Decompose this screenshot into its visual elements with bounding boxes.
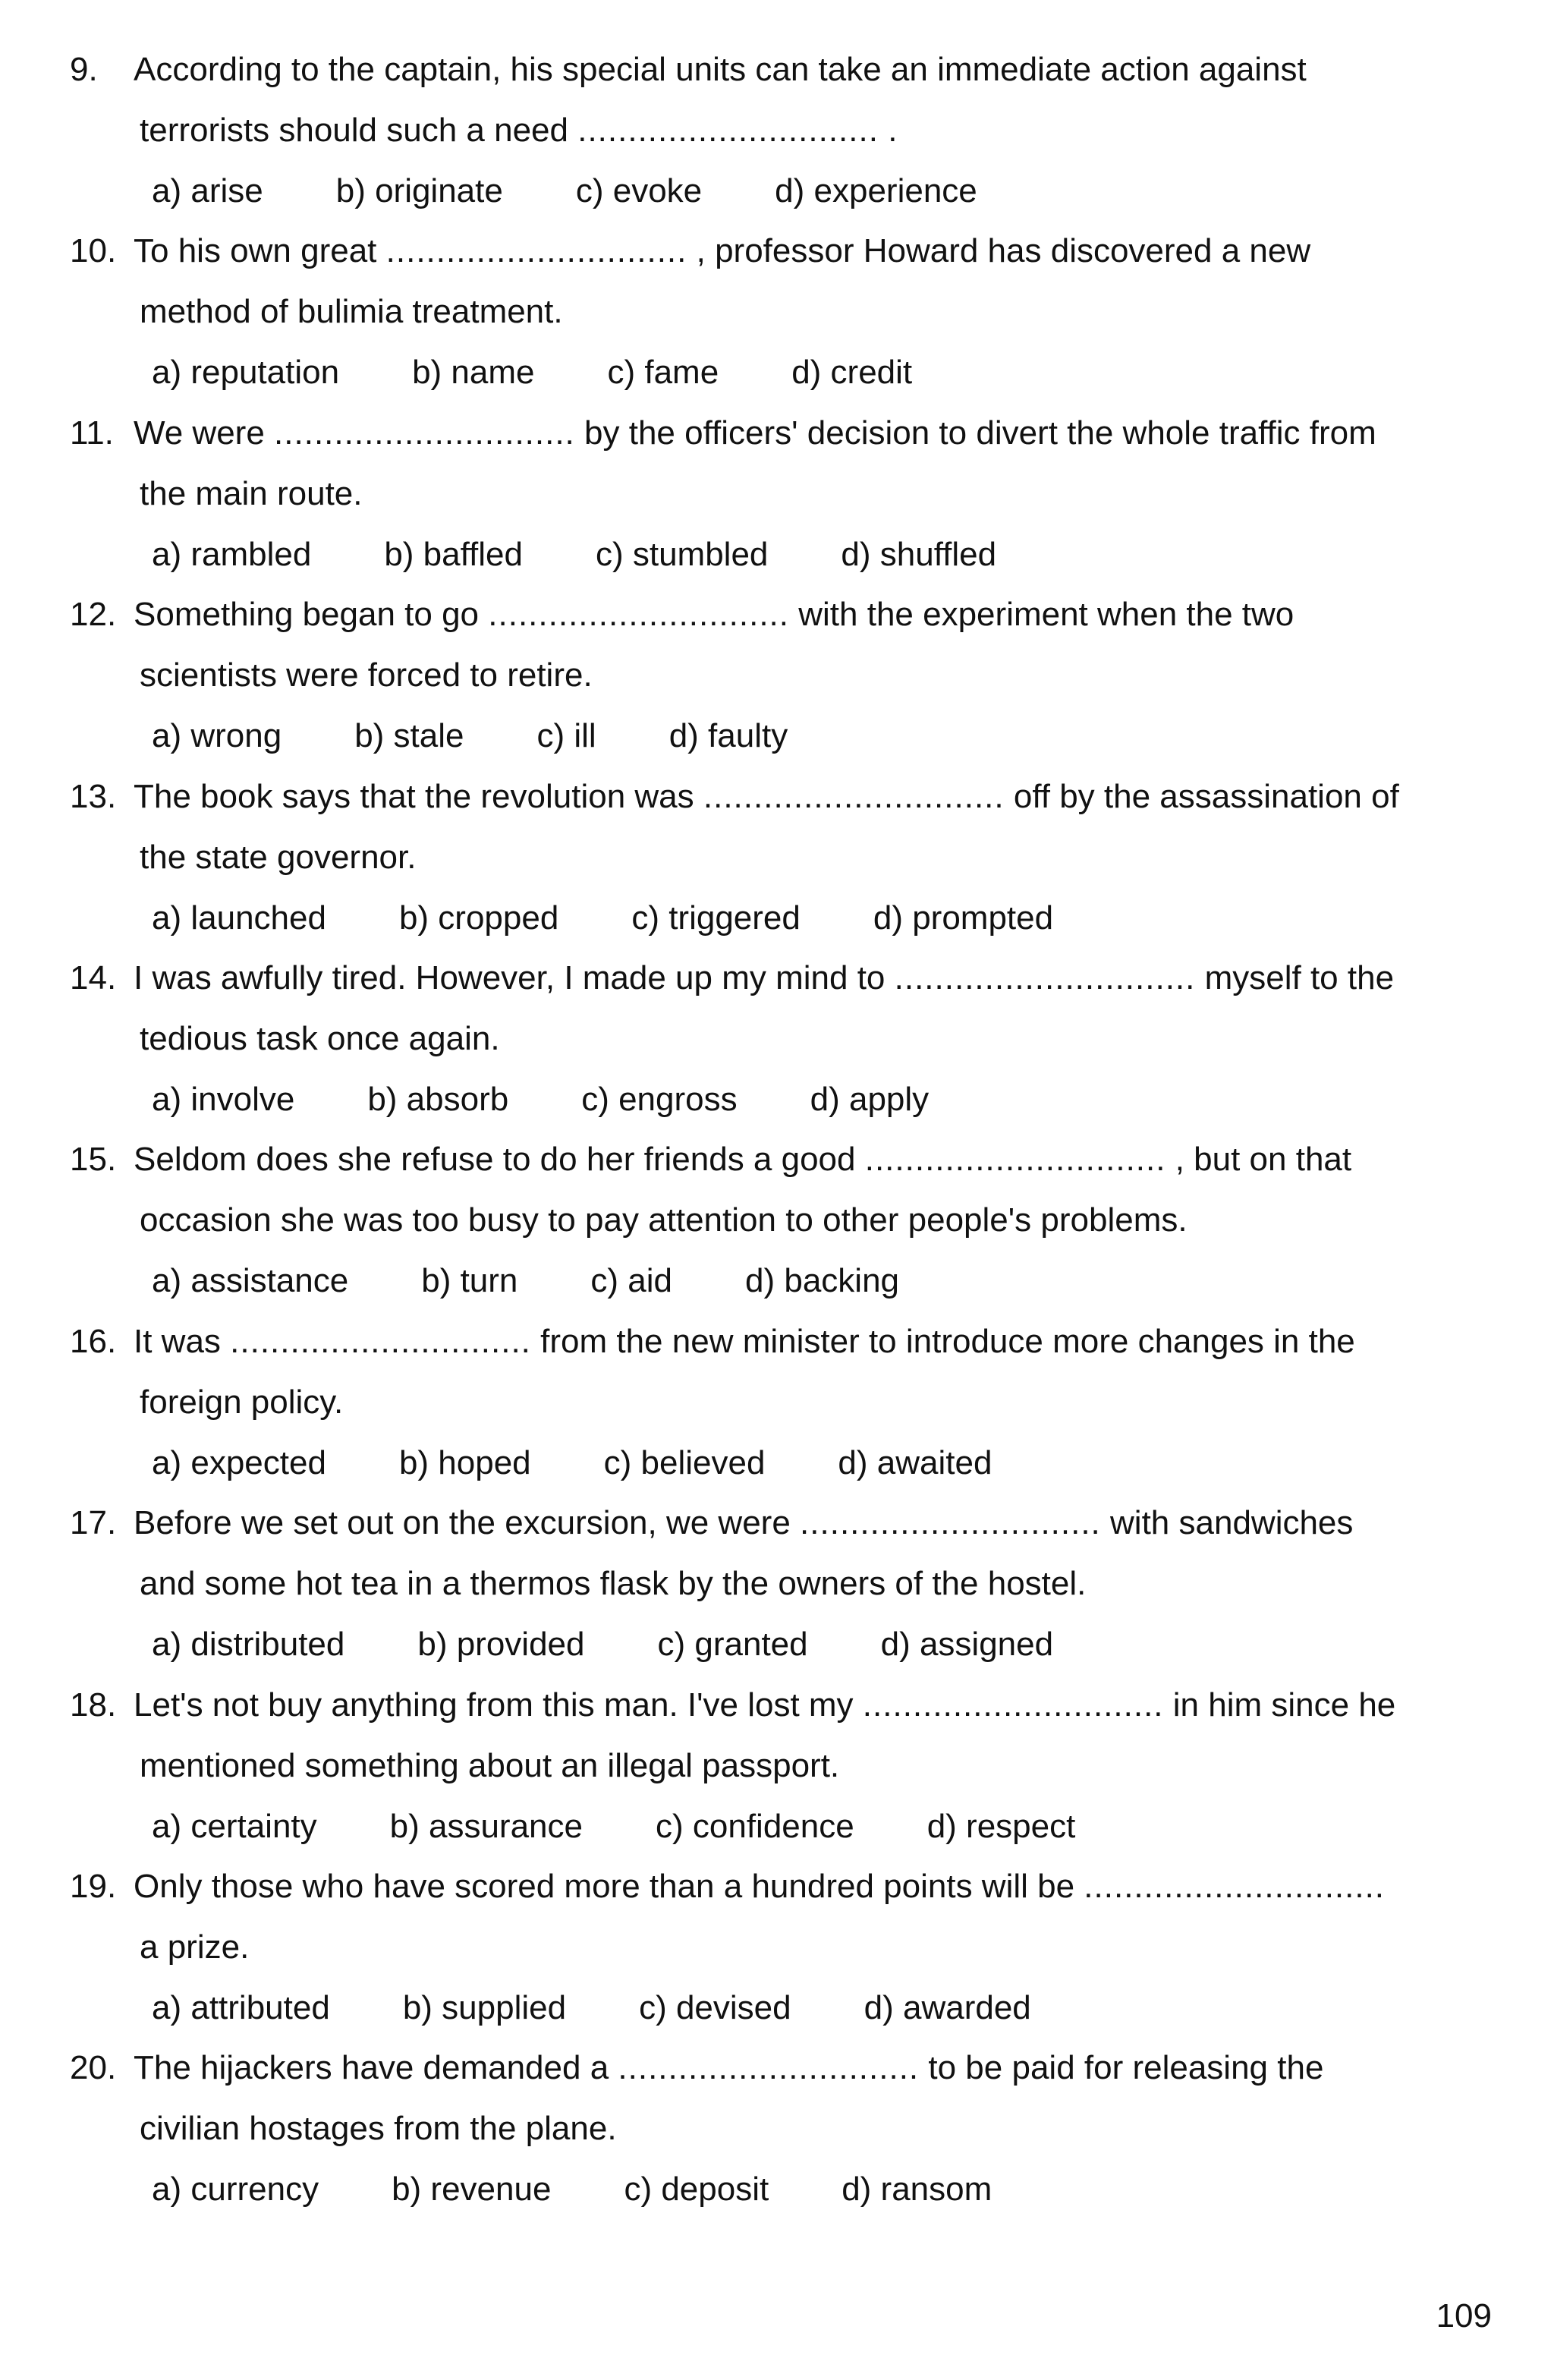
question-item	[70, 2042, 1512, 2224]
answer-option: b) assurance	[389, 1807, 583, 1845]
question-number: 13.	[70, 777, 117, 815]
question-text: I was awfully tired. However, I made up my mind to	[134, 959, 886, 996]
answer-option: b) hoped	[398, 1443, 531, 1481]
answer-option: c) devised	[639, 1988, 791, 2026]
answer-blank: ..............................	[577, 112, 879, 149]
question-text: off by the assassination of	[1013, 777, 1399, 815]
answer-option: b) baffled	[384, 535, 523, 573]
answer-blank: ..............................	[703, 777, 1005, 815]
question-line-1	[70, 2048, 1323, 2088]
answer-option: a) expected	[152, 1443, 326, 1481]
answer-option: b) provided	[417, 1626, 585, 1664]
answer-blank: ..............................	[274, 414, 575, 452]
question-number: 11.	[70, 414, 114, 452]
answer-option: d) experience	[775, 172, 977, 209]
question-text: Something began to go	[134, 596, 480, 634]
question-text: tedious task once again.	[140, 1019, 500, 1057]
question-number: 16.	[70, 1322, 117, 1360]
question-line-2	[140, 1383, 343, 1422]
question-line-1	[70, 1322, 1355, 1362]
question-line-2	[140, 1201, 1188, 1240]
question-line-2	[140, 1746, 839, 1786]
question-text: Before we set out on the excursion, we were	[134, 1504, 791, 1542]
question-item	[70, 1680, 1512, 1861]
answer-options	[152, 1261, 972, 1301]
page-number: 109	[1436, 2297, 1492, 2334]
answer-blank: ..............................	[894, 959, 1196, 996]
answer-option: a) wrong	[152, 717, 282, 755]
answer-option: d) backing	[745, 1262, 900, 1300]
question-line-2	[140, 1564, 1086, 1604]
question-line-1	[70, 50, 1307, 90]
question-text: civilian hostages from the plane.	[140, 2110, 617, 2148]
answer-option: b) supplied	[402, 1988, 567, 2026]
answer-options	[152, 1807, 1148, 1846]
question-text: .	[888, 112, 898, 149]
question-number: 12.	[70, 596, 117, 634]
question-number: 20.	[70, 2049, 117, 2087]
answer-option: d) awaited	[838, 1443, 992, 1481]
answer-options	[152, 353, 985, 392]
answer-option: d) apply	[810, 1080, 930, 1118]
question-line-1	[70, 1686, 1395, 1725]
question-text: It was	[134, 1322, 221, 1360]
question-line-1	[70, 595, 1294, 634]
answer-blank: ..............................	[864, 1141, 1166, 1179]
question-text: by the officers' decision to divert the whole traffic from	[584, 414, 1376, 452]
question-number: 15.	[70, 1141, 117, 1179]
question-line-2	[140, 2109, 617, 2149]
question-list	[70, 44, 1512, 2224]
answer-blank: ..............................	[618, 2049, 920, 2087]
answer-option: d) credit	[791, 354, 913, 392]
question-line-2	[140, 1928, 249, 1967]
question-item	[70, 589, 1512, 770]
answer-option: d) faulty	[668, 717, 788, 755]
answer-option: b) originate	[335, 172, 503, 209]
answer-options	[152, 899, 1126, 938]
question-number: 17.	[70, 1504, 117, 1542]
question-line-1	[70, 959, 1394, 998]
answer-option: a) attributed	[152, 1988, 330, 2026]
question-text: terrorists should such a need	[140, 112, 568, 149]
question-text: the state governor.	[140, 838, 417, 876]
answer-options	[152, 1988, 1104, 2028]
question-text: to be paid for releasing the	[928, 2049, 1324, 2087]
answer-option: a) assistance	[152, 1262, 349, 1300]
answer-option: d) respect	[926, 1807, 1076, 1845]
answer-option: c) triggered	[631, 899, 801, 937]
answer-option: b) revenue	[392, 2171, 552, 2208]
question-text: We were	[134, 414, 265, 452]
question-text: a prize.	[140, 1928, 250, 1966]
question-line-1	[70, 777, 1399, 817]
question-line-1	[70, 1867, 1385, 1906]
question-line-2	[140, 474, 363, 514]
answer-option: c) granted	[657, 1626, 808, 1664]
question-text: with the experiment when the two	[798, 596, 1294, 634]
answer-option: b) name	[412, 354, 535, 392]
question-text: According to the captain, his special units can take an immediate action against	[134, 51, 1307, 88]
answer-option: c) stumbled	[595, 535, 769, 573]
answer-option: b) cropped	[398, 899, 559, 937]
question-text: The hijackers have demanded a	[134, 2049, 609, 2087]
answer-blank: ..............................	[862, 1686, 1164, 1724]
answer-option: a) rambled	[152, 535, 312, 573]
question-text: the main route.	[140, 474, 363, 512]
question-text: myself to the	[1204, 959, 1395, 996]
answer-option: a) involve	[152, 1080, 295, 1118]
question-line-1	[70, 231, 1310, 271]
question-text: , but on that	[1175, 1141, 1352, 1179]
answer-option: a) launched	[152, 899, 326, 937]
question-text: Only those who have scored more than a hundred points will be	[134, 1867, 1075, 1905]
answer-option: c) deposit	[624, 2171, 769, 2208]
answer-option: d) assigned	[880, 1626, 1054, 1664]
answer-option: c) engross	[581, 1080, 738, 1118]
question-number: 9.	[70, 51, 98, 88]
answer-option: d) shuffled	[841, 535, 997, 573]
answer-option: b) absorb	[367, 1080, 509, 1118]
question-line-2	[140, 292, 563, 332]
answer-blank: ..............................	[1084, 1867, 1386, 1905]
question-text: Let's not buy anything from this man. I've lost my	[134, 1686, 854, 1724]
answer-options	[152, 172, 1050, 211]
answer-blank: ..............................	[230, 1322, 531, 1360]
question-text: in him since he	[1172, 1686, 1396, 1724]
question-text: foreign policy.	[140, 1383, 344, 1421]
question-line-1	[70, 1503, 1353, 1543]
answer-options	[152, 1625, 1126, 1664]
answer-options	[152, 2170, 1065, 2209]
answer-option: a) arise	[152, 172, 263, 209]
question-text: with sandwiches	[1110, 1504, 1354, 1542]
question-text: , professor Howard has discovered a new	[696, 232, 1311, 270]
answer-option: c) aid	[590, 1262, 672, 1300]
question-number: 18.	[70, 1686, 117, 1724]
answer-blank: ..............................	[800, 1504, 1101, 1542]
question-item	[70, 1497, 1512, 1679]
question-item	[70, 771, 1512, 952]
answer-option: a) reputation	[152, 354, 340, 392]
answer-option: c) evoke	[575, 172, 703, 209]
answer-blank: ..............................	[385, 232, 687, 270]
question-item	[70, 408, 1512, 589]
question-number: 19.	[70, 1867, 117, 1905]
question-text: and some hot tea in a thermos flask by the owners of the hostel.	[140, 1565, 1087, 1603]
answer-option: d) ransom	[841, 2171, 992, 2208]
question-line-2	[140, 656, 593, 695]
answer-options	[152, 1080, 1002, 1119]
question-item	[70, 1316, 1512, 1497]
question-text: method of bulimia treatment.	[140, 293, 563, 331]
question-line-2	[140, 1019, 500, 1059]
question-text: The book says that the revolution was	[134, 777, 694, 815]
question-item	[70, 225, 1512, 407]
question-line-1	[70, 1140, 1351, 1179]
answer-option: a) certainty	[152, 1807, 317, 1845]
question-text: mentioned something about an illegal passport.	[140, 1746, 840, 1784]
question-number: 14.	[70, 959, 117, 996]
answer-option: d) awarded	[864, 1988, 1031, 2026]
question-text: occasion she was too busy to pay attention to other people's problems.	[140, 1201, 1188, 1239]
answer-option: b) turn	[421, 1262, 518, 1300]
question-line-2	[140, 838, 416, 877]
answer-options	[152, 535, 1069, 575]
question-text: Seldom does she refuse to do her friends a good	[134, 1141, 856, 1179]
question-text: from the new minister to introduce more changes in the	[540, 1322, 1355, 1360]
answer-option: d) prompted	[873, 899, 1054, 937]
question-item	[70, 1134, 1512, 1315]
answer-option: c) ill	[536, 717, 596, 755]
answer-option: c) confidence	[656, 1807, 854, 1845]
answer-option: c) believed	[603, 1443, 766, 1481]
answer-option: b) stale	[354, 717, 464, 755]
question-line-1	[70, 414, 1376, 453]
question-text: scientists were forced to retire.	[140, 656, 593, 694]
question-number: 10.	[70, 232, 117, 270]
question-item	[70, 1861, 1512, 2042]
answer-blank: ..............................	[488, 596, 790, 634]
answer-option: a) distributed	[152, 1626, 345, 1664]
question-item	[70, 44, 1512, 225]
answer-option: a) currency	[152, 2171, 319, 2208]
answer-option: c) fame	[607, 354, 719, 392]
question-line-2	[140, 111, 897, 150]
question-item	[70, 952, 1512, 1134]
answer-options	[152, 1443, 1065, 1483]
question-text: To his own great	[134, 232, 377, 270]
answer-options	[152, 716, 860, 756]
